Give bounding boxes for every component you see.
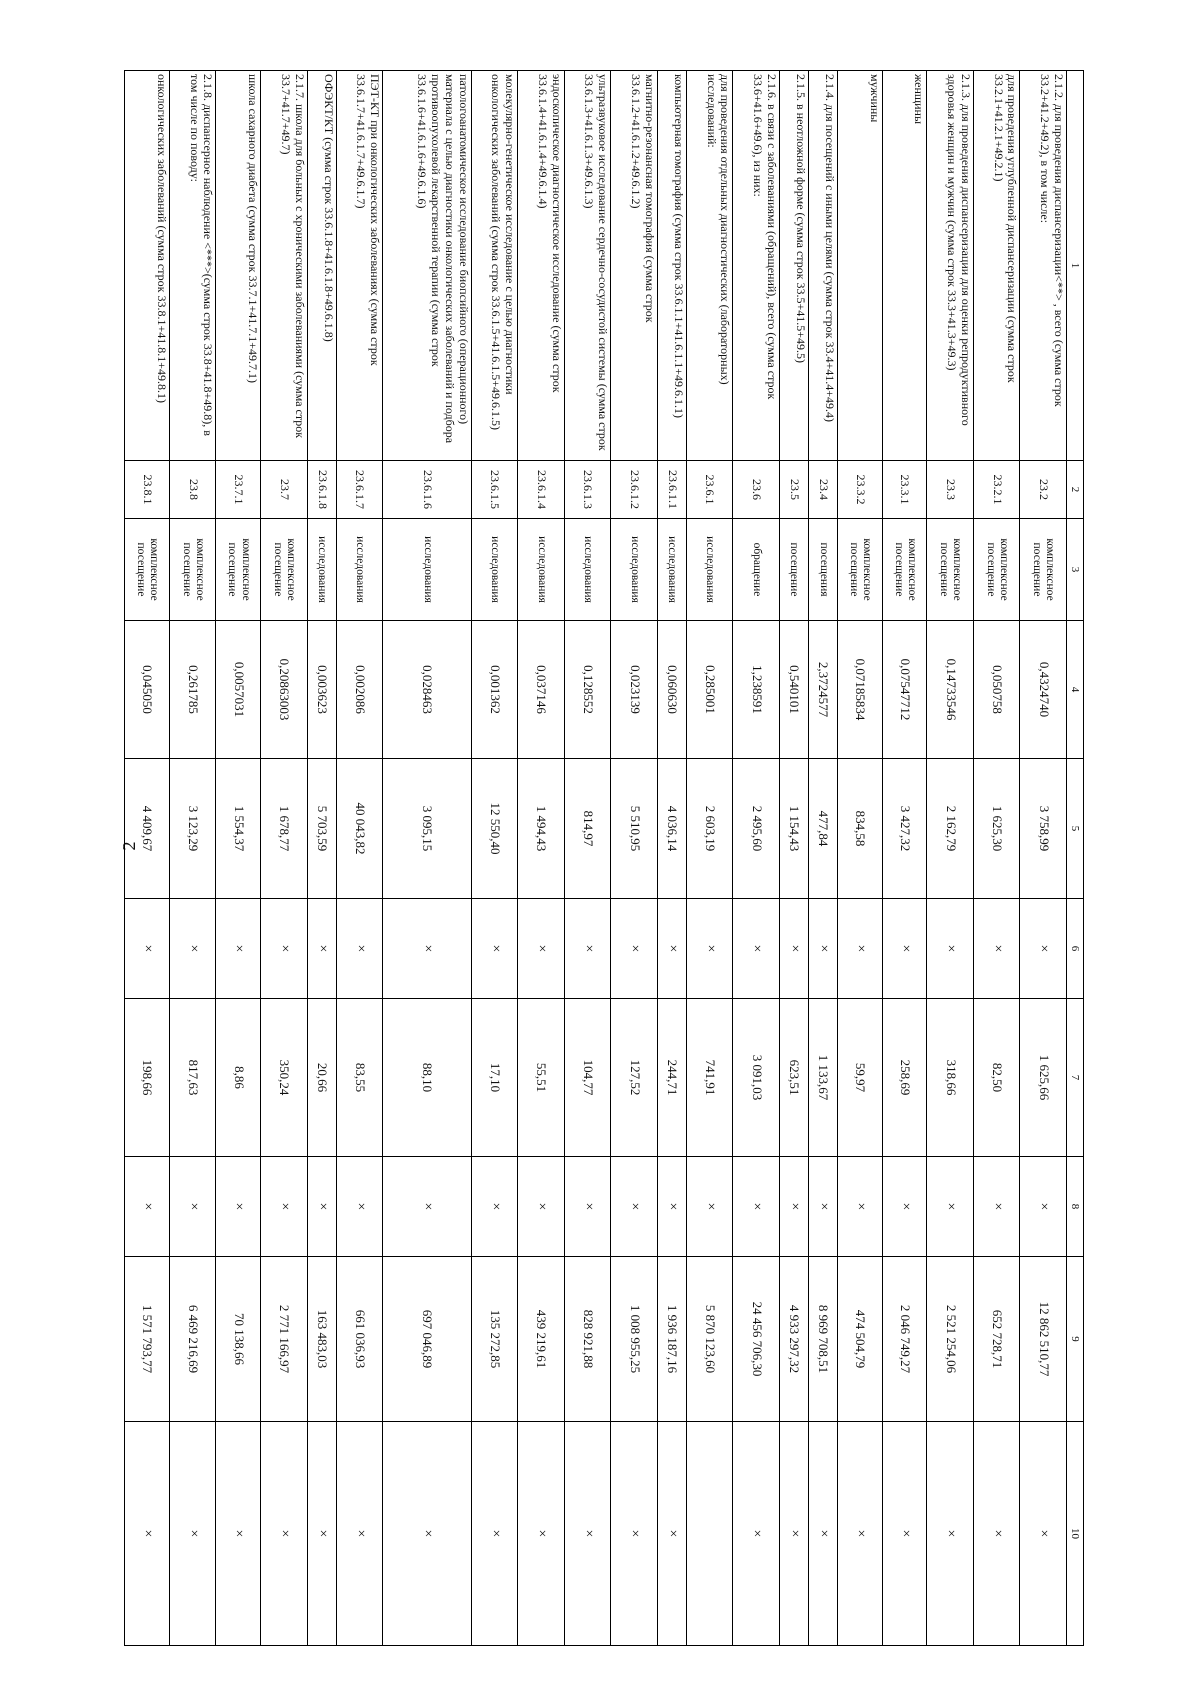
row-label: 2.1.7. школа для больных с хроническими заболеваниями (сумма строк 33.7+41.7+49.7) xyxy=(261,71,308,461)
col8-value: × xyxy=(216,1157,261,1257)
col10-value: × xyxy=(471,1422,518,1646)
col10-value: × xyxy=(383,1422,471,1646)
col6-value: × xyxy=(686,899,733,999)
unit-of-measure: исследования xyxy=(564,519,611,621)
unit-of-measure: комплексное посещение xyxy=(882,519,927,621)
row-code: 23.3 xyxy=(927,461,974,519)
row-code: 23.3.1 xyxy=(882,461,927,519)
data-table xyxy=(124,70,1084,1646)
col10-value: × xyxy=(125,1422,170,1646)
table-row xyxy=(564,71,611,1646)
col6-value: × xyxy=(837,899,882,999)
total-value: 828 921,88 xyxy=(564,1257,611,1422)
col10-value xyxy=(686,1422,733,1646)
table-row xyxy=(882,71,927,1646)
per-capita-value: 59,97 xyxy=(837,999,882,1157)
cost-value: 2 603,19 xyxy=(686,759,733,899)
norm-value: 0,540101 xyxy=(779,621,808,759)
row-code: 23.8 xyxy=(169,461,216,519)
column-number-cell: 10 xyxy=(1067,1422,1084,1646)
col6-value: × xyxy=(973,899,1020,999)
table-row xyxy=(216,71,261,1646)
row-label: 2.1.4. для посещений с иными целями (сумма строк 33.4+41.4+49.4) xyxy=(808,71,837,461)
total-value: 439 219,61 xyxy=(518,1257,565,1422)
cost-value: 1 678,77 xyxy=(261,759,308,899)
table-row xyxy=(169,71,216,1646)
cost-value: 3 427,32 xyxy=(882,759,927,899)
col6-value: × xyxy=(882,899,927,999)
total-value: 6 469 216,69 xyxy=(169,1257,216,1422)
unit-of-measure: исследования xyxy=(336,519,383,621)
row-code: 23.6 xyxy=(733,461,780,519)
norm-value: 0,003623 xyxy=(307,621,336,759)
col10-value: × xyxy=(882,1422,927,1646)
col8-value: × xyxy=(336,1157,383,1257)
cost-value: 1 154,43 xyxy=(779,759,808,899)
total-value: 652 728,71 xyxy=(973,1257,1020,1422)
row-label: школа сахарного диабета (сумма строк 33.7.1+41.7.1+49.7.1) xyxy=(216,71,261,461)
total-value: 135 272,85 xyxy=(471,1257,518,1422)
page-number: 2 xyxy=(118,841,139,851)
per-capita-value: 350,24 xyxy=(261,999,308,1157)
unit-of-measure: исследования xyxy=(611,519,658,621)
row-label: 2.1.6. в связи с заболеваниями (обращений), всего (сумма строк 33.6+41.6+49.6), из них: xyxy=(733,71,780,461)
cost-value: 2 495,60 xyxy=(733,759,780,899)
per-capita-value: 20,66 xyxy=(307,999,336,1157)
per-capita-value: 55,51 xyxy=(518,999,565,1157)
row-label: молекулярно-генетическое исследование с целью диагностики онкологических заболеваний (сумма строк 33.6.1.5+41.6.1.5+49.6.1.5) xyxy=(471,71,518,461)
cost-value: 3 758,99 xyxy=(1020,759,1067,899)
per-capita-value: 8,86 xyxy=(216,999,261,1157)
unit-of-measure: комплексное посещение xyxy=(261,519,308,621)
unit-of-measure: обращение xyxy=(733,519,780,621)
col8-value: × xyxy=(686,1157,733,1257)
col6-value: × xyxy=(611,899,658,999)
cost-value: 814,97 xyxy=(564,759,611,899)
rotated-table-container xyxy=(124,70,1084,1645)
norm-value: 0,002086 xyxy=(336,621,383,759)
cost-value: 5 510,95 xyxy=(611,759,658,899)
col10-value: × xyxy=(518,1422,565,1646)
cost-value: 834,58 xyxy=(837,759,882,899)
col10-value: × xyxy=(837,1422,882,1646)
col10-value: × xyxy=(261,1422,308,1646)
unit-of-measure: комплексное посещение xyxy=(125,519,170,621)
total-value: 1 936 187,16 xyxy=(657,1257,686,1422)
cost-value: 5 703,59 xyxy=(307,759,336,899)
norm-value: 0,261785 xyxy=(169,621,216,759)
col8-value: × xyxy=(733,1157,780,1257)
col6-value: × xyxy=(261,899,308,999)
cost-value: 40 043,82 xyxy=(336,759,383,899)
per-capita-value: 1 133,67 xyxy=(808,999,837,1157)
col8-value: × xyxy=(808,1157,837,1257)
col10-value: × xyxy=(808,1422,837,1646)
row-label: ОФЭКТ/КТ (сумма строк 33.6.1.8+41.6.1.8+49.6.1.8) xyxy=(307,71,336,461)
unit-of-measure: исследования xyxy=(307,519,336,621)
column-number-cell: 4 xyxy=(1067,621,1084,759)
total-value: 1 008 955,25 xyxy=(611,1257,658,1422)
col8-value: × xyxy=(779,1157,808,1257)
table-row xyxy=(261,71,308,1646)
col8-value: × xyxy=(657,1157,686,1257)
total-value: 2 046 749,27 xyxy=(882,1257,927,1422)
total-value: 24 456 706,30 xyxy=(733,1257,780,1422)
cost-value: 477,84 xyxy=(808,759,837,899)
col8-value: × xyxy=(307,1157,336,1257)
per-capita-value: 198,66 xyxy=(125,999,170,1157)
total-value: 661 036,93 xyxy=(336,1257,383,1422)
norm-value: 0,128552 xyxy=(564,621,611,759)
row-code: 23.3.2 xyxy=(837,461,882,519)
row-code: 23.6.1.1 xyxy=(657,461,686,519)
col6-value: × xyxy=(471,899,518,999)
col6-value: × xyxy=(169,899,216,999)
total-value: 8 969 708,51 xyxy=(808,1257,837,1422)
column-number-cell: 7 xyxy=(1067,999,1084,1157)
table-row xyxy=(779,71,808,1646)
table-row xyxy=(733,71,780,1646)
row-label: компьютерная томография (сумма строк 33.6.1.1+41.6.1.1+49.6.1.1) xyxy=(657,71,686,461)
per-capita-value: 3 091,03 xyxy=(733,999,780,1157)
per-capita-value: 741,91 xyxy=(686,999,733,1157)
table-row xyxy=(686,71,733,1646)
col8-value: × xyxy=(611,1157,658,1257)
col10-value: × xyxy=(307,1422,336,1646)
col6-value: × xyxy=(336,899,383,999)
col6-value: × xyxy=(779,899,808,999)
unit-of-measure: исследования xyxy=(518,519,565,621)
table-row xyxy=(611,71,658,1646)
col8-value: × xyxy=(882,1157,927,1257)
table-row xyxy=(471,71,518,1646)
column-number-header xyxy=(1067,71,1084,1646)
cost-value: 3 123,29 xyxy=(169,759,216,899)
row-code: 23.7 xyxy=(261,461,308,519)
table-row xyxy=(927,71,974,1646)
table-row xyxy=(837,71,882,1646)
norm-value: 0,037146 xyxy=(518,621,565,759)
col6-value: × xyxy=(307,899,336,999)
col10-value: × xyxy=(973,1422,1020,1646)
col8-value: × xyxy=(1020,1157,1067,1257)
col8-value: × xyxy=(564,1157,611,1257)
column-number-cell: 2 xyxy=(1067,461,1084,519)
unit-of-measure: комплексное посещение xyxy=(1020,519,1067,621)
col6-value: × xyxy=(657,899,686,999)
column-number-cell: 6 xyxy=(1067,899,1084,999)
unit-of-measure: комплексное посещение xyxy=(169,519,216,621)
table-row xyxy=(808,71,837,1646)
table-body xyxy=(125,71,1084,1646)
unit-of-measure: исследования xyxy=(657,519,686,621)
cost-value: 3 095,15 xyxy=(383,759,471,899)
col10-value: × xyxy=(336,1422,383,1646)
cost-value: 2 162,79 xyxy=(927,759,974,899)
unit-of-measure: исследования xyxy=(471,519,518,621)
col6-value: × xyxy=(927,899,974,999)
per-capita-value: 817,63 xyxy=(169,999,216,1157)
cost-value: 1 625,30 xyxy=(973,759,1020,899)
cost-value: 1 554,37 xyxy=(216,759,261,899)
norm-value: 0,028463 xyxy=(383,621,471,759)
unit-of-measure: комплексное посещение xyxy=(973,519,1020,621)
unit-of-measure: посещения xyxy=(808,519,837,621)
norm-value: 0,050758 xyxy=(973,621,1020,759)
row-code: 23.6.1.2 xyxy=(611,461,658,519)
col6-value: × xyxy=(125,899,170,999)
norm-value: 0,07547712 xyxy=(882,621,927,759)
col10-value: × xyxy=(733,1422,780,1646)
col8-value: × xyxy=(383,1157,471,1257)
norm-value: 0,20863003 xyxy=(261,621,308,759)
norm-value: 0,045050 xyxy=(125,621,170,759)
norm-value: 0,023139 xyxy=(611,621,658,759)
col8-value: × xyxy=(927,1157,974,1257)
cost-value: 4 409,67 xyxy=(125,759,170,899)
row-code: 23.8.1 xyxy=(125,461,170,519)
column-number-cell: 3 xyxy=(1067,519,1084,621)
row-code: 23.6.1.7 xyxy=(336,461,383,519)
col8-value: × xyxy=(169,1157,216,1257)
row-label: 2.1.5. в неотложной форме (сумма строк 33.5+41.5+49.5) xyxy=(779,71,808,461)
col8-value: × xyxy=(837,1157,882,1257)
col10-value: × xyxy=(657,1422,686,1646)
per-capita-value: 623,51 xyxy=(779,999,808,1157)
row-code: 23.7.1 xyxy=(216,461,261,519)
col6-value: × xyxy=(564,899,611,999)
norm-value: 0,001362 xyxy=(471,621,518,759)
table-row xyxy=(125,71,170,1646)
total-value: 474 504,79 xyxy=(837,1257,882,1422)
per-capita-value: 83,55 xyxy=(336,999,383,1157)
row-code: 23.6.1.3 xyxy=(564,461,611,519)
row-label: мужчины xyxy=(837,71,882,461)
per-capita-value: 17,10 xyxy=(471,999,518,1157)
col10-value: × xyxy=(779,1422,808,1646)
row-code: 23.6.1 xyxy=(686,461,733,519)
total-value: 163 483,03 xyxy=(307,1257,336,1422)
col10-value: × xyxy=(216,1422,261,1646)
col6-value: × xyxy=(808,899,837,999)
unit-of-measure: комплексное посещение xyxy=(216,519,261,621)
row-label: 2.1.2. для проведения диспансеризации<**> , всего (сумма строк 33.2+41.2+49.2), в том числе: xyxy=(1020,71,1067,461)
unit-of-measure: исследования xyxy=(383,519,471,621)
cost-value: 4 036,14 xyxy=(657,759,686,899)
per-capita-value: 318,66 xyxy=(927,999,974,1157)
total-value: 70 138,66 xyxy=(216,1257,261,1422)
row-code: 23.4 xyxy=(808,461,837,519)
col10-value: × xyxy=(169,1422,216,1646)
row-code: 23.6.1.8 xyxy=(307,461,336,519)
column-number-cell: 8 xyxy=(1067,1157,1084,1257)
col8-value: × xyxy=(261,1157,308,1257)
row-code: 23.6.1.5 xyxy=(471,461,518,519)
row-label: эндоскопическое диагностическое исследование (сумма строк 33.6.1.4+41.6.1.4+49.6.1.4) xyxy=(518,71,565,461)
table-row xyxy=(973,71,1020,1646)
total-value: 4 933 297,32 xyxy=(779,1257,808,1422)
col6-value: × xyxy=(518,899,565,999)
col8-value: × xyxy=(518,1157,565,1257)
norm-value: 0,285001 xyxy=(686,621,733,759)
row-label: магнитно-резонансная томография (сумма строк 33.6.1.2+41.6.1.2+49.6.1.2) xyxy=(611,71,658,461)
norm-value: 1,238591 xyxy=(733,621,780,759)
total-value: 5 870 123,60 xyxy=(686,1257,733,1422)
per-capita-value: 88,10 xyxy=(383,999,471,1157)
total-value: 697 046,89 xyxy=(383,1257,471,1422)
total-value: 1 571 793,77 xyxy=(125,1257,170,1422)
row-label: патологоанатомическое исследование биопсийного (операционного) материала с целью диагностики онкологических заболеваний и подбора противоопухолевой лекарственной терапии (сумма строк 33.6.1.6+41.6.1.6+49.6.1.6) xyxy=(383,71,471,461)
col10-value: × xyxy=(564,1422,611,1646)
norm-value: 2,3724577 xyxy=(808,621,837,759)
per-capita-value: 1 625,66 xyxy=(1020,999,1067,1157)
table-row xyxy=(1020,71,1067,1646)
row-label: 2.1.8. диспансерное наблюдение <***>(сумма строк 33.8+41.8+49.8), в том числе по поводу: xyxy=(169,71,216,461)
row-label: ПЭТ-КТ при онкологических заболеваниях (сумма строк 33.6.1.7+41.6.1.7+49.6.1.7) xyxy=(336,71,383,461)
per-capita-value: 104,77 xyxy=(564,999,611,1157)
row-label: 2.1.3. для проведения диспансеризации для оценки репродуктивного здоровья женщин и мужчин (сумма строк 33.3+41.3+49.3) xyxy=(927,71,974,461)
per-capita-value: 244,71 xyxy=(657,999,686,1157)
table-row xyxy=(307,71,336,1646)
norm-value: 0,14733546 xyxy=(927,621,974,759)
col8-value: × xyxy=(973,1157,1020,1257)
col6-value: × xyxy=(216,899,261,999)
row-label: женщины xyxy=(882,71,927,461)
cost-value: 12 550,40 xyxy=(471,759,518,899)
row-code: 23.6.1.6 xyxy=(383,461,471,519)
table-row xyxy=(336,71,383,1646)
row-label: для проведения отдельных диагностических (лабораторных) исследований: xyxy=(686,71,733,461)
col10-value: × xyxy=(1020,1422,1067,1646)
col10-value: × xyxy=(927,1422,974,1646)
row-code: 23.5 xyxy=(779,461,808,519)
per-capita-value: 82,50 xyxy=(973,999,1020,1157)
col6-value: × xyxy=(733,899,780,999)
norm-value: 0,0057031 xyxy=(216,621,261,759)
row-code: 23.6.1.4 xyxy=(518,461,565,519)
unit-of-measure: посещение xyxy=(779,519,808,621)
row-label: онкологических заболеваний (сумма строк 33.8.1+41.8.1+49.8.1) xyxy=(125,71,170,461)
row-code: 23.2 xyxy=(1020,461,1067,519)
per-capita-value: 127,52 xyxy=(611,999,658,1157)
table-row xyxy=(518,71,565,1646)
total-value: 2 521 254,06 xyxy=(927,1257,974,1422)
cost-value: 1 494,43 xyxy=(518,759,565,899)
col6-value: × xyxy=(1020,899,1067,999)
col8-value: × xyxy=(125,1157,170,1257)
total-value: 2 771 166,97 xyxy=(261,1257,308,1422)
unit-of-measure: комплексное посещение xyxy=(927,519,974,621)
table-row xyxy=(383,71,471,1646)
column-number-cell: 9 xyxy=(1067,1257,1084,1422)
col8-value: × xyxy=(471,1157,518,1257)
row-label: ультразвуковое исследование сердечно-сосудистой системы (сумма строк 33.6.1.3+41.6.1.3+49.6.1.3) xyxy=(564,71,611,461)
row-label: для проведения углубленной диспансеризации (сумма строк 33.2.1+41.2.1+49.2.1) xyxy=(973,71,1020,461)
per-capita-value: 258,69 xyxy=(882,999,927,1157)
norm-value: 0,07185834 xyxy=(837,621,882,759)
norm-value: 0,060630 xyxy=(657,621,686,759)
total-value: 12 862 510,77 xyxy=(1020,1257,1067,1422)
row-code: 23.2.1 xyxy=(973,461,1020,519)
unit-of-measure: исследования xyxy=(686,519,733,621)
col6-value: × xyxy=(383,899,471,999)
norm-value: 0,4324740 xyxy=(1020,621,1067,759)
col10-value: × xyxy=(611,1422,658,1646)
table-row xyxy=(657,71,686,1646)
column-number-cell: 1 xyxy=(1067,71,1084,461)
unit-of-measure: комплексное посещение xyxy=(837,519,882,621)
column-number-cell: 5 xyxy=(1067,759,1084,899)
